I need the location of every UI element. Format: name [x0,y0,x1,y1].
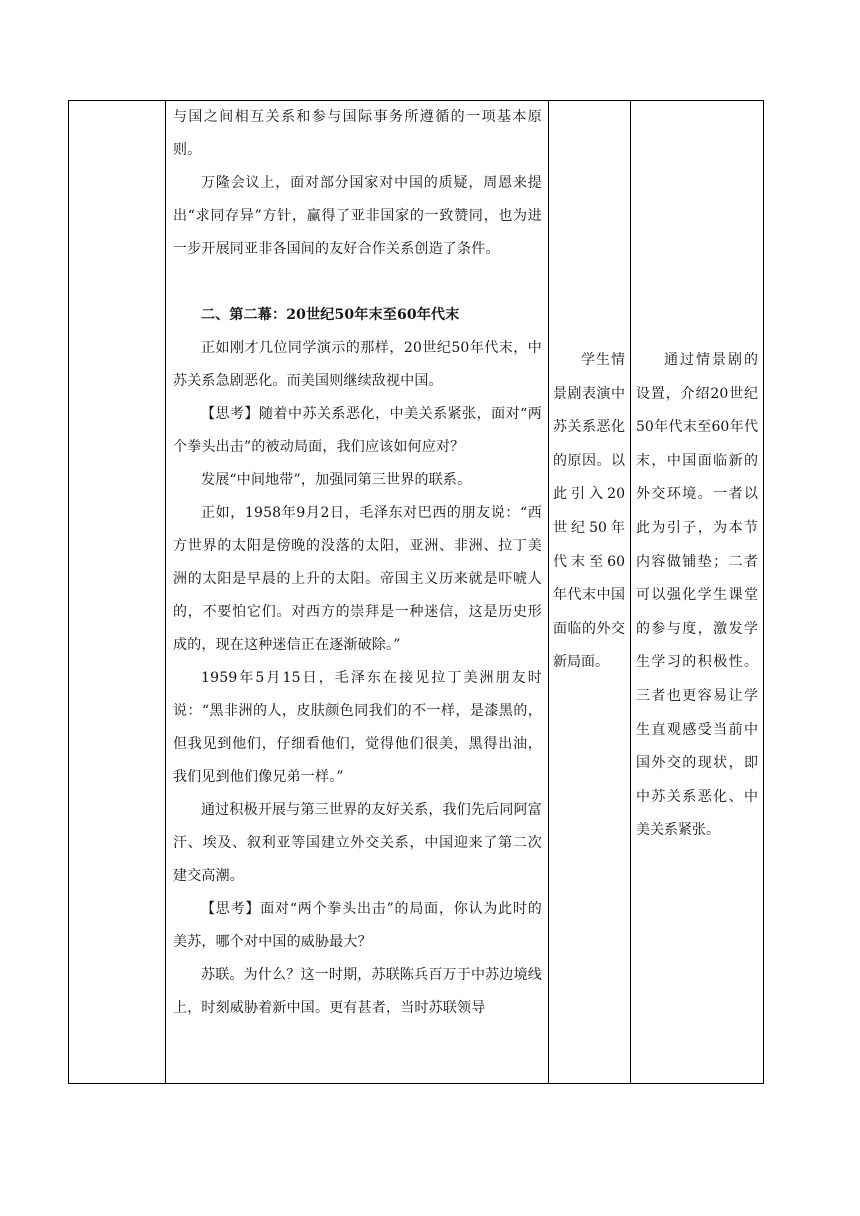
stage-column [69,101,165,1083]
design-intent-column [630,344,764,848]
paragraph: 与国之间相互关系和参与国际事务所遵循的一项基本原则。 [173,109,542,158]
paragraph: 正如刚才几位同学演示的那样，20世纪50年代末，中苏关系急剧恶化。而美国则继续敌视中国。 [173,340,542,389]
paragraph: 【思考】面对“两个拳头出击”的局面，你认为此时的美苏，哪个对中国的威胁最大？ [173,901,542,950]
design-intent-text: 通过情景剧的设置，介绍20世纪50年代末至60年代末，中国面临新的外交环境。一者以此为引子，为本节内容做铺垫；二者可以强化学生课堂的参与度，激发学生学习的积极性。三者也更容易让学生直观感受当前中国外交的现状，即中苏关系恶化、中美关系紧张。 [636,352,758,839]
paragraph: 【思考】随着中苏关系恶化，中美关系紧张，面对“两个拳头出击”的被动局面，我们应该如何应对？ [173,406,542,455]
paragraph: 通过积极开展与第三世界的友好关系，我们先后同阿富汗、埃及、叙利亚等国建立外交关系，中国迎来了第二次建交高潮。 [173,802,542,884]
student-activity-column [548,344,630,680]
paragraph: 万隆会议上，面对部分国家对中国的质疑，周恩来提出“求同存异”方针，赢得了亚非国家的一致赞同，也为进一步开展同亚非各国间的友好合作关系创造了条件。 [173,175,542,257]
teaching-process-column [165,101,548,1025]
student-activity-text: 学生情景剧表演中苏关系恶化的原因。以此引入20世纪50年代末至60年代末中国面临的外交新局面。 [553,352,625,671]
lesson-plan-table [68,100,764,1084]
paragraph: 1959年5月15日，毛泽东在接见拉丁美洲朋友时说：“黑非洲的人，皮肤颜色同我们的不一样，是漆黑的，但我见到他们，仔细看他们，觉得他们很美，黑得出油，我们见到他们像兄弟一样。” [173,670,542,785]
paragraph: 发展“中间地带”，加强同第三世界的联系。 [201,472,472,488]
section-heading: 二、第二幕：20世纪50年末至60年代末 [201,307,460,323]
paragraph: 正如，1958年9月2日，毛泽东对巴西的朋友说：“西方世界的太阳是傍晚的没落的太阳，亚洲、非洲、拉丁美洲的太阳是早晨的上升的太阳。帝国主义历来就是吓唬人的，不要怕它们。对西方的崇拜是一种迷信，这是历史形成的，现在这种迷信正在逐渐破除。” [173,505,542,653]
paragraph: 苏联。为什么？这一时期，苏联陈兵百万于中苏边境线上，时刻威胁着新中国。更有甚者，当时苏联领导 [173,967,542,1016]
section-spacer [173,266,542,299]
